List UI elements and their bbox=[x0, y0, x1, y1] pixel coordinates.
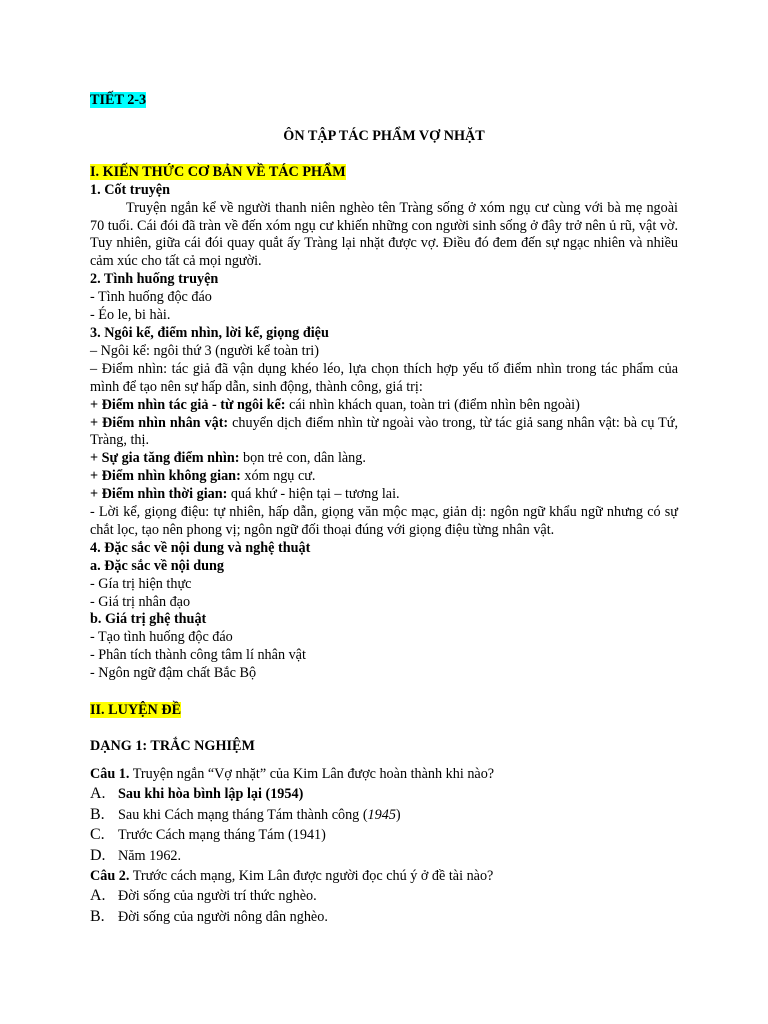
art-item: - Ngôn ngữ đậm chất Bắc Bộ bbox=[90, 665, 257, 682]
q2-option-b: B. Đời sống của người nông dân nghèo. bbox=[90, 907, 328, 925]
type1-heading: DẠNG 1: TRẮC NGHIỆM bbox=[90, 738, 255, 754]
narration-point: + Điểm nhìn không gian: xóm ngụ cư. bbox=[90, 468, 316, 485]
narration-point: + Sự gia tăng điểm nhìn: bọn trẻ con, dân làng. bbox=[90, 450, 366, 467]
content-heading: a. Đặc sắc về nội dung bbox=[90, 557, 225, 574]
art-item: - Phân tích thành công tâm lí nhân vật bbox=[90, 647, 306, 664]
narration-heading: 3. Ngôi kể, điểm nhìn, lời kể, giọng điệu bbox=[90, 324, 329, 341]
situation-item: - Tình huống độc đáo bbox=[90, 289, 212, 306]
section2-heading: II. LUYỆN ĐỀ bbox=[90, 702, 182, 719]
q1-option-d: D. Năm 1962. bbox=[90, 846, 182, 864]
plot-heading: 1. Cốt truyện bbox=[90, 181, 170, 198]
document-title: ÔN TẬP TÁC PHẨM VỢ NHẶT bbox=[283, 127, 485, 144]
art-heading: b. Giá trị ghệ thuật bbox=[90, 611, 207, 628]
features-heading: 4. Đặc sắc về nội dung và nghệ thuật bbox=[90, 539, 311, 556]
narration-point: + Điểm nhìn nhân vật: chuyển dịch điểm nhìn từ ngoài vào trong, từ tác giả sang nhân vật: bà cụ Tứ, Tràng, thị. bbox=[90, 414, 678, 449]
narration-line: – Điểm nhìn: tác giả đã vận dụng khéo léo, lựa chọn thích hợp yếu tố điểm nhìn trong tác phẩm của mình để tạo nên sự hấp dẫn, sinh động, thành công, giá trị: bbox=[90, 360, 678, 395]
question-1: Câu 1. Truyện ngắn “Vợ nhặt” của Kim Lân được hoàn thành khi nào? bbox=[90, 765, 495, 782]
q1-option-c: C. Trước Cách mạng tháng Tám (1941) bbox=[90, 826, 326, 844]
q1-option-a: A. Sau khi hòa bình lập lại (1954) bbox=[90, 784, 304, 802]
q1-option-b: B. Sau khi Cách mạng tháng Tám thành công (1945) bbox=[90, 805, 401, 823]
situation-item: - Éo le, bi hài. bbox=[90, 307, 171, 324]
art-item: - Tạo tình huống độc đáo bbox=[90, 629, 233, 646]
narration-line: - Lời kể, giọng điệu: tự nhiên, hấp dẫn, giọng văn mộc mạc, giản dị: ngôn ngữ khẩu ngữ nhưng có sự chắt lọc, tạo nên phong vị; ngôn ngữ đối thoại đúng với giọng điệu từng nhân vật. bbox=[90, 504, 678, 538]
question-2: Câu 2. Trước cách mạng, Kim Lân được người đọc chú ý ở đề tài nào? bbox=[90, 868, 494, 885]
q2-option-a: A. Đời sống của người trí thức nghèo. bbox=[90, 887, 317, 905]
situation-heading: 2. Tình huống truyện bbox=[90, 271, 219, 288]
lesson-label: TIẾT 2-3 bbox=[90, 92, 147, 108]
plot-paragraph: Truyện ngắn kể về người thanh niên nghèo tên Tràng sống ở xóm ngụ cư cùng với bà mẹ ngoài 70 tuổi. Cái đói đã tràn về đến xóm ngụ cư khiến những con người sinh sống ở đây trở nên ủ rũ, vật vờ. Tuy nhiên, giữa cái đói quay quắt ấy Tràng lại nhặt được vợ. Điều đó đem đến sự ngạc nhiên và nhiều cảm xúc cho tất cả mọi người. bbox=[90, 199, 678, 270]
narration-point: + Điểm nhìn thời gian: quá khứ - hiện tại – tương lai. bbox=[90, 486, 400, 503]
section1-heading: I. KIẾN THỨC CƠ BẢN VỀ TÁC PHẨM bbox=[90, 163, 346, 180]
narration-point: + Điểm nhìn tác giả - từ ngôi kể: cái nhìn khách quan, toàn tri (điểm nhìn bên ngoài) bbox=[90, 396, 580, 413]
content-item: - Gía trị hiện thực bbox=[90, 575, 192, 592]
content-item: - Giá trị nhân đạo bbox=[90, 593, 191, 610]
document-page bbox=[90, 92, 678, 927]
narration-line: – Ngôi kể: ngôi thứ 3 (người kể toàn tri) bbox=[90, 342, 319, 359]
